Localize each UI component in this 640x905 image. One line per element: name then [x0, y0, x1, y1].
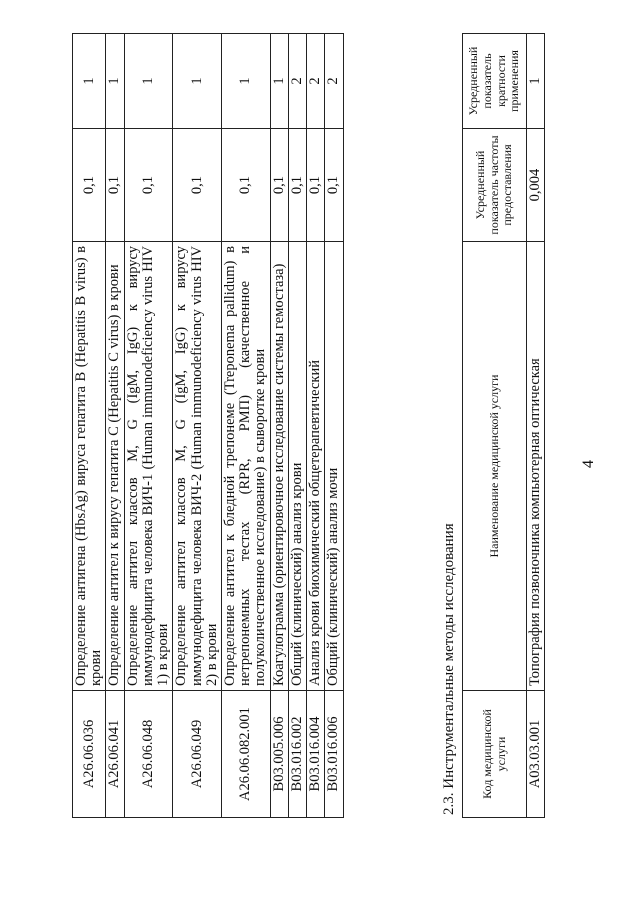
frequency-value: 0,1	[73, 129, 106, 242]
service-name: Определение антител к вирусу гепатита С (Hepatitis C virus) в крови	[106, 242, 124, 691]
lab-tests-table	[72, 33, 344, 818]
table-row	[73, 34, 106, 818]
table-row	[325, 34, 343, 818]
frequency-value: 0,1	[124, 129, 173, 242]
service-name: Топография позвоночника компьютерная оптическая	[527, 242, 545, 691]
frequency-value: 0,1	[307, 129, 325, 242]
header-name: Наименование медицинской услуги	[463, 242, 527, 691]
multiplicity-value: 2	[325, 34, 343, 129]
frequency-value: 0,1	[106, 129, 124, 242]
page-number: 4	[580, 460, 597, 468]
service-name: Общий (клинический) анализ мочи	[325, 242, 343, 691]
service-name: Анализ крови биохимический общетерапевтический	[307, 242, 325, 691]
frequency-value: 0,1	[270, 129, 288, 242]
service-code: B03.016.006	[325, 691, 343, 818]
service-name: Определение антител классов M, G (IgM, IgG) к вирусу иммунодефицита человека ВИЧ-1 (Human immunodeficiency virus HIV 1) в крови	[124, 242, 173, 691]
service-code: B03.016.004	[307, 691, 325, 818]
multiplicity-value: 2	[288, 34, 306, 129]
instrumental-methods-table	[462, 33, 545, 818]
multiplicity-value: 1	[221, 34, 270, 129]
table-row	[270, 34, 288, 818]
frequency-value: 0,1	[173, 129, 222, 242]
table-row	[527, 34, 545, 818]
service-name: Определение антител классов M, G (IgM, IgG) к вирусу иммунодефицита человека ВИЧ-2 (Human immunodeficiency virus HIV 2) в крови	[173, 242, 222, 691]
table-header-row	[463, 34, 527, 818]
service-name: Общий (клинический) анализ крови	[288, 242, 306, 691]
frequency-value: 0,1	[221, 129, 270, 242]
service-code: A26.06.082.001	[221, 691, 270, 818]
service-code: A26.06.036	[73, 691, 106, 818]
table-row	[307, 34, 325, 818]
multiplicity-value: 1	[173, 34, 222, 129]
table-row	[221, 34, 270, 818]
service-code: A26.06.041	[106, 691, 124, 818]
frequency-value: 0,1	[325, 129, 343, 242]
table-row	[106, 34, 124, 818]
service-code: A26.06.048	[124, 691, 173, 818]
section-title: 2.3. Инструментальные методы исследования	[441, 523, 457, 815]
table-row	[173, 34, 222, 818]
service-name: Определение антител к бледной трепонеме (Treponema pallidum) в нетрепонемных тестах (RPR, РМП) (качественное и полуколичественное исследование) в сыворотке крови	[221, 242, 270, 691]
service-code: A26.06.049	[173, 691, 222, 818]
header-frequency: Усредненный показатель частоты предоставления	[463, 129, 527, 242]
header-code: Код медицинской услуги	[463, 691, 527, 818]
multiplicity-value: 2	[307, 34, 325, 129]
multiplicity-value: 1	[106, 34, 124, 129]
multiplicity-value: 1	[527, 34, 545, 129]
service-name: Определение антигена (HbsAg) вируса гепатита В (Hepatitis B virus) в крови	[73, 242, 106, 691]
header-multiplicity: Усредненный показатель кратности применения	[463, 34, 527, 129]
service-name: Коагулограмма (ориентировочное исследование системы гемостаза)	[270, 242, 288, 691]
frequency-value: 0,1	[288, 129, 306, 242]
multiplicity-value: 1	[270, 34, 288, 129]
multiplicity-value: 1	[73, 34, 106, 129]
service-code: B03.005.006	[270, 691, 288, 818]
service-code: A03.03.001	[527, 691, 545, 818]
service-code: B03.016.002	[288, 691, 306, 818]
multiplicity-value: 1	[124, 34, 173, 129]
table-row	[124, 34, 173, 818]
table-row	[288, 34, 306, 818]
frequency-value: 0,004	[527, 129, 545, 242]
